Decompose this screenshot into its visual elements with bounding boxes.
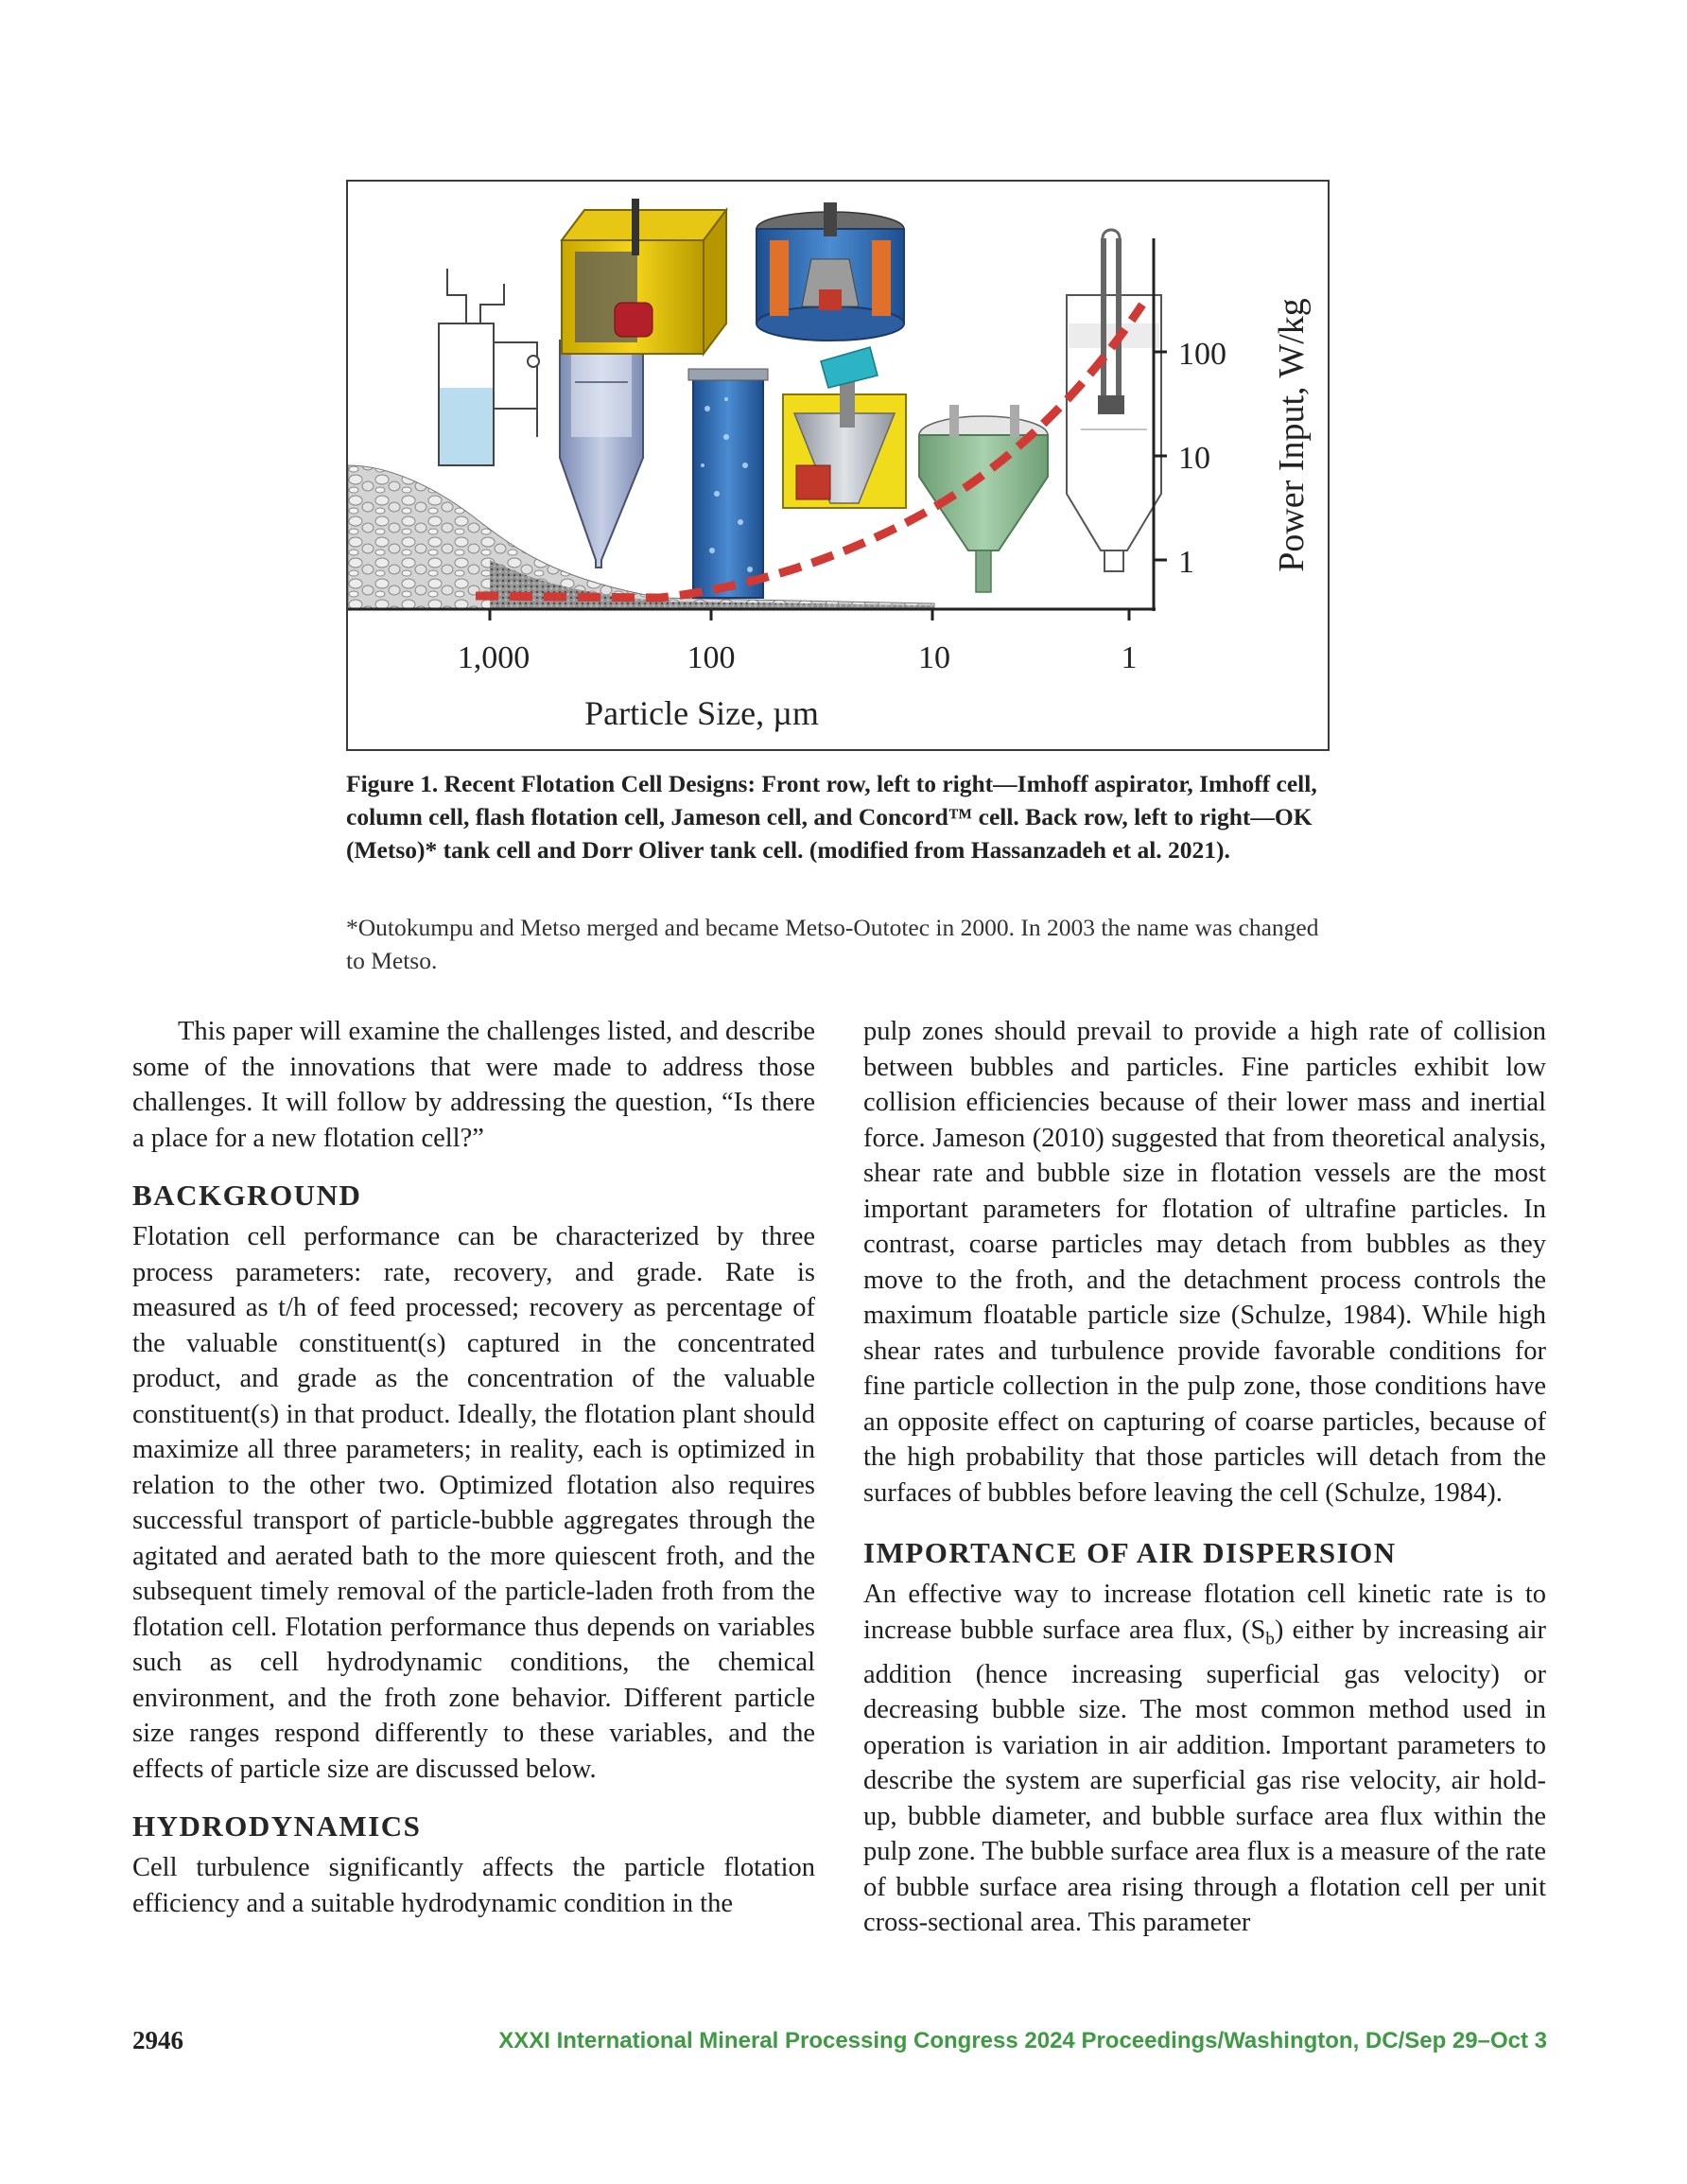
right-column [863, 1014, 1546, 1941]
dorr-oliver-tank-cell-image [757, 202, 904, 341]
hydrodynamics-paragraph: Cell turbulence significantly affects the particle flotation efficiency and a suitable hydrodynamic condition in the [132, 1853, 815, 1918]
page-number: 2946 [132, 2026, 183, 2054]
y-tick-label: 10 [1178, 441, 1210, 476]
figure-1 [346, 180, 1330, 751]
ok-tank-cell-image [562, 199, 726, 354]
left-column [132, 1014, 815, 1921]
subscript-b: b [1265, 1629, 1275, 1650]
y-tick-label: 1 [1178, 545, 1194, 580]
background-paragraph: Flotation cell performance can be characterized by three process parameters: rate, recovery, and grade. Rate is measured as t/h of feed processed; recovery as percentage of the valuable constituent(s) captured in the concentrated product, and grade as the concentration of the valuable constituent(s) in that product. Ideally, the flotation plant should maximize all three parameters; in reality, each is optimized in relation to the other two. Optimized flotation also requires successful transport of particle-bubble aggregates through the agitated and aerated bath to the more quiescent froth, and the subsequent timely removal of the particle-laden froth from the flotation cell. Flotation performance thus depends on variables such as cell hydrodynamic conditions, the chemical environment, and the froth zone behavior. Different particle size ranges respond differently to these variables, and the effects of particle size are discussed below. [132, 1222, 815, 1784]
y-axis-label: Power Input, W/kg [1272, 298, 1312, 572]
air-text-part-2: ) either by increasing air addition (hence increasing superficial gas velocity) or decreasing bubble size. The most common method used in operation is variation in air addition. Important parameters to describe the system are superficial gas rise velocity, air hold-up, bubble diameter, and bubble surface area flux within the pulp zone. The bubble surface area flux is a measure of the rate of bubble surface area rising through a flotation cell per unit cross-sectional area. This parameter [863, 1615, 1546, 1938]
air-dispersion-paragraph [863, 1577, 1546, 1941]
x-tick-label: 1,000 [457, 640, 530, 675]
x-tick-label: 10 [918, 640, 950, 675]
y-tick-label: 100 [1178, 337, 1226, 372]
figure-image [348, 182, 1328, 749]
conference-footer: XXXI International Mineral Processing Congress 2024 Proceedings/Washington, DC/Sep 29–Oct 3 [498, 2028, 1547, 2053]
continuation-paragraph: pulp zones should prevail to provide a high rate of collision between bubbles and particles. Fine particles exhibit low collision efficiencies because of their lower mass and inertial force. Jameson (2010) suggested that from theoretical analysis, shear rate and bubble size in flotation vessels are the most important parameters for flotation of ultrafine particles. In contrast, coarse particles may detach from bubbles as they move to the froth, and the detachment process controls the maximum floatable particle size (Schulze, 1984). While high shear rates and turbulence provide favorable conditions for fine particle collection in the pulp zone, those conditions have an opposite effect on capturing of coarse particles, because of the high probability that those particles will detach from the surfaces of bubbles before leaving the cell (Schulze, 1984). [863, 1017, 1546, 1508]
air-text-part-1: An effective way to increase flotation cell kinetic rate is to increase bubble surface area flux, (S [863, 1580, 1546, 1645]
column-cell-image [688, 369, 768, 598]
concord-cell-image [1067, 230, 1161, 571]
figure-footnote: *Outokumpu and Metso merged and became Metso-Outotec in 2000. In 2003 the name was changed to Metso. [346, 914, 1319, 974]
intro-paragraph: This paper will examine the challenges listed, and describe some of the innovations that were made to address those challenges. It will follow by addressing the question, “Is there a place for a new flotation cell?” [132, 1017, 815, 1153]
x-tick-label: 1 [1121, 640, 1138, 675]
section-heading-hydrodynamics: HYDRODYNAMICS [132, 1809, 422, 1843]
flash-flotation-cell-image [783, 347, 906, 508]
section-heading-air-dispersion: IMPORTANCE OF AIR DISPERSION [863, 1536, 1397, 1569]
section-heading-background: BACKGROUND [132, 1179, 362, 1212]
x-tick-label: 100 [687, 640, 736, 675]
figure-caption: Figure 1. Recent Flotation Cell Designs: Front row, left to right—Imhoff aspirator, Imhoff cell, column cell, flash flotation cell, Jameson cell, and Concord™ cell. Back row, left to right—OK (Metso)* tank cell and Dorr Oliver tank cell. (modified from Hassanzadeh et al. 2021). [346, 770, 1317, 864]
imhoff-aspirator-image [439, 269, 539, 465]
x-axis-label: Particle Size, µm [584, 694, 819, 732]
